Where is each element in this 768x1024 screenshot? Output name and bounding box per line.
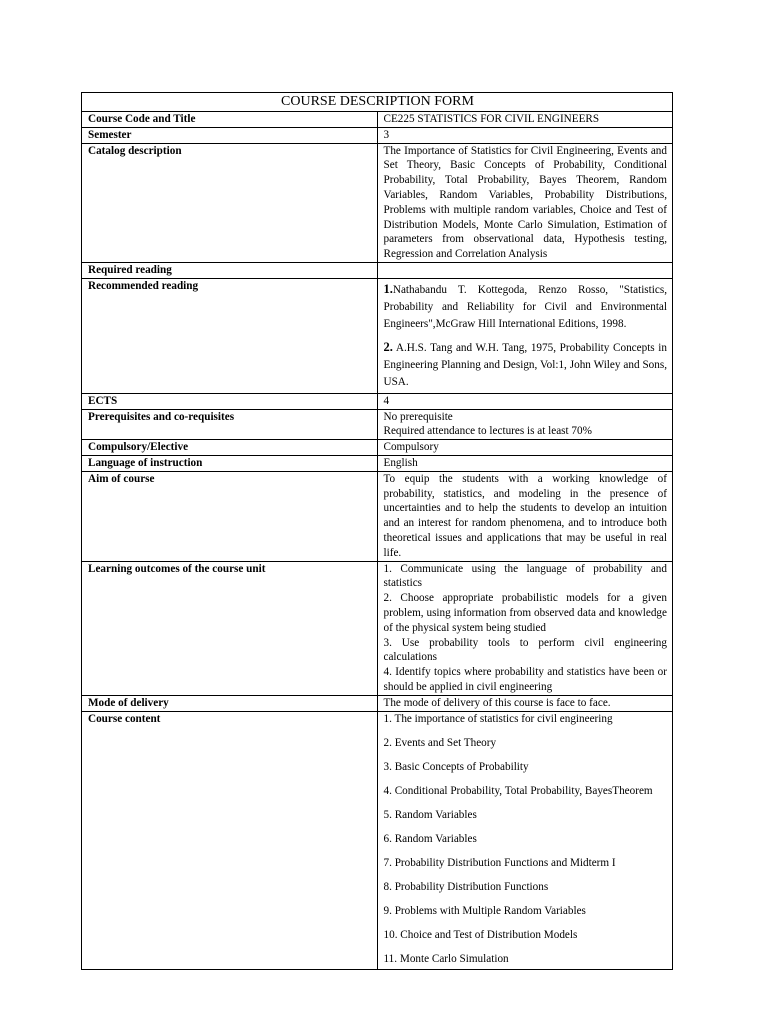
content-item: 3. Basic Concepts of Probability — [383, 760, 529, 773]
content-item: 2. Events and Set Theory — [383, 736, 497, 749]
value-course-code: CE225 STATISTICS FOR CIVIL ENGINEERS — [377, 112, 673, 128]
row-content — [82, 711, 673, 970]
prerequisite-line-2: Required attendance to lectures is at least 70% — [383, 425, 592, 438]
row-course-code — [82, 112, 673, 128]
content-item: 5. Random Variables — [383, 808, 477, 821]
row-recommended-reading — [82, 278, 673, 393]
reference-1 — [384, 281, 668, 333]
row-outcomes — [82, 561, 673, 695]
content-item: 1. The importance of statistics for civil engineering — [383, 712, 613, 725]
row-language — [82, 455, 673, 471]
reference-2-text: A.H.S. Tang and W.H. Tang, 1975, Probability Concepts in Engineering Planning and Design, Vol:1, John Wiley and Sons, USA. — [383, 341, 667, 388]
label-course-code: Course Code and Title — [82, 112, 378, 128]
row-catalog — [82, 143, 673, 262]
value-prerequisites — [377, 409, 673, 440]
value-aim: To equip the students with a working knowledge of probability, statistics, and modeling in the presence of uncertainties and to help the students to develop an intuition and an interest for random phenomena, and to introduce both theoretical issues and applications that may be useful in real life. — [377, 471, 673, 561]
content-item: 8. Probability Distribution Functions — [383, 881, 549, 894]
value-recommended-reading — [377, 278, 673, 393]
reference-2 — [384, 339, 668, 391]
value-outcomes — [377, 561, 673, 695]
label-aim: Aim of course — [82, 471, 378, 561]
prerequisite-line-1: No prerequisite — [383, 410, 453, 423]
label-language: Language of instruction — [82, 455, 378, 471]
label-outcomes: Learning outcomes of the course unit — [82, 561, 378, 695]
row-prerequisites — [82, 409, 673, 440]
label-content: Course content — [82, 711, 378, 970]
label-required-reading: Required reading — [82, 262, 378, 278]
value-catalog: The Importance of Statistics for Civil Engineering, Events and Set Theory, Basic Concepts of Probability, Conditional Probability, Total Probability, Bayes Theorem, Random Variables, Random Variables, Probability Distributions, Problems with multiple random variables, Choice and Test of Distribution Models, Monte Carlo Simulation, Estimation of parameters from observational data, Hypothesis testing, Regression and Correlation Analysis — [377, 143, 673, 262]
content-item: 10. Choice and Test of Distribution Models — [383, 929, 578, 942]
row-delivery — [82, 695, 673, 711]
content-item: 4. Conditional Probability, Total Probability, BayesTheorem — [383, 784, 653, 797]
course-description-table — [81, 92, 673, 970]
value-delivery: The mode of delivery of this course is face to face. — [377, 695, 673, 711]
value-content — [377, 711, 673, 970]
row-semester — [82, 127, 673, 143]
title-row — [82, 93, 673, 112]
reference-1-number: 1. — [383, 281, 393, 296]
value-compulsory: Compulsory — [377, 440, 673, 456]
row-ects — [82, 393, 673, 409]
value-semester: 3 — [377, 127, 673, 143]
outcome-item: 4. Identify topics where probability and statistics have been or should be applied in civil engineering — [383, 666, 667, 693]
label-semester: Semester — [82, 127, 378, 143]
form-title: COURSE DESCRIPTION FORM — [82, 93, 673, 112]
label-catalog: Catalog description — [82, 143, 378, 262]
value-required-reading — [377, 262, 673, 278]
outcome-item: 2. Choose appropriate probabilistic models for a given problem, using information from observed data and knowledge of the physical system being studied — [383, 592, 667, 634]
outcome-item: 3. Use probability tools to perform civil engineering calculations — [383, 636, 667, 664]
label-prerequisites: Prerequisites and co-requisites — [82, 409, 378, 440]
value-ects: 4 — [377, 393, 673, 409]
content-item: 9. Problems with Multiple Random Variables — [383, 905, 586, 918]
content-item: 11. Monte Carlo Simulation — [383, 953, 509, 966]
row-aim — [82, 471, 673, 561]
reference-1-text: Nathabandu T. Kottegoda, Renzo Rosso, "Statistics, Probability and Reliability for Civil and Environmental Engineers",McGraw Hill International Editions, 1998. — [383, 283, 667, 330]
content-item: 7. Probability Distribution Functions and Midterm I — [383, 857, 616, 870]
reference-2-number: 2. — [383, 339, 393, 354]
label-recommended-reading: Recommended reading — [82, 278, 378, 393]
row-required-reading — [82, 262, 673, 278]
outcome-item: 1. Communicate using the language of probability and statistics — [383, 562, 667, 590]
content-item: 6. Random Variables — [383, 832, 477, 845]
label-compulsory: Compulsory/Elective — [82, 440, 378, 456]
label-ects: ECTS — [82, 393, 378, 409]
row-compulsory — [82, 440, 673, 456]
label-delivery: Mode of delivery — [82, 695, 378, 711]
value-language: English — [377, 455, 673, 471]
